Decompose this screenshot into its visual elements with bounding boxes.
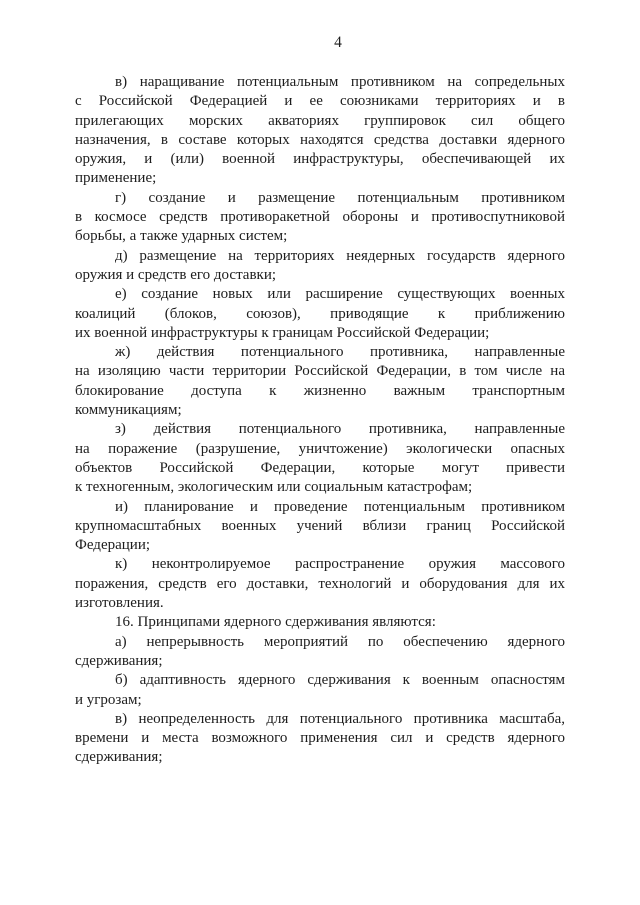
text-line: назначения, в составе которых находятся средства доставки ядерного [75,131,565,148]
text-line: коммуникациям; [75,402,182,419]
text-line: на изоляцию части территории Российской Федерации, в том числе на [75,363,565,380]
text-line: оружия и средств его доставки; [75,266,277,283]
text-line: крупномасштабных военных учений вблизи границ Российской [75,517,565,534]
paragraph [75,343,565,420]
text-line: а) непрерывность мероприятий по обеспечению ядерного [115,633,565,650]
text-line: и) планирование и проведение потенциальным противником [115,498,565,515]
text-line: к) неконтролируемое распространение оружия массового [115,556,565,573]
text-line: з) действия потенциального противника, направленные [115,421,565,438]
text-line: е) создание новых или расширение существующих военных [115,286,565,303]
text-line: их военной инфраструктуры к границам Российской Федерации; [75,324,490,341]
text-line: борьбы, а также ударных систем; [75,228,288,245]
paragraph [75,247,565,286]
text-line: и угрозам; [75,691,142,708]
text-line: изготовления. [75,595,164,612]
paragraph [75,189,565,247]
document-body [75,73,565,768]
text-line: в) неопределенность для потенциального противника масштаба, [115,710,565,727]
paragraph [75,671,565,710]
text-line: на поражение (разрушение, уничтожение) экологически опасных [75,440,565,457]
text-line: 16. Принципами ядерного сдерживания являются: [115,614,436,631]
text-line: коалиций (блоков, союзов), приводящие к приближению [75,305,565,322]
text-line: к техногенным, экологическим или социальным катастрофам; [75,479,473,496]
text-line: сдерживания; [75,652,163,669]
paragraph [75,633,565,672]
text-line: применение; [75,170,157,187]
text-line: Федерации; [75,537,151,554]
text-line: поражения, средств его доставки, технологий и оборудования для их [75,575,565,592]
text-line: ж) действия потенциального противника, направленные [115,344,565,361]
text-line: в космосе средств противоракетной обороны и противоспутниковой [75,209,565,226]
text-line: с Российской Федерацией и ее союзниками территориях и в [75,93,565,110]
text-line: объектов Российской Федерации, которые могут привести [75,459,565,476]
text-line: оружия, и (или) военной инфраструктуры, обеспечивающей их [75,151,565,168]
paragraph [75,420,565,497]
paragraph [75,710,565,768]
text-line: б) адаптивность ядерного сдерживания к военным опасностям [115,672,565,689]
text-line: прилегающих морских акваториях группировок сил общего [75,112,565,129]
paragraph [75,555,565,613]
paragraph [75,613,565,632]
text-line: в) наращивание потенциальным противником на сопредельных [115,74,565,90]
paragraph [75,498,565,556]
text-line: г) создание и размещение потенциальным противником [115,189,565,206]
paragraph [75,285,565,343]
text-line: времени и места возможного применения сил и средств ядерного [75,730,565,747]
text-line: блокирование доступа к жизненно важным транспортным [75,382,565,399]
page-number: 4 [334,34,342,51]
text-line: сдерживания; [75,749,163,766]
text-line: д) размещение на территориях неядерных государств ядерного [115,247,565,264]
paragraph [75,73,565,189]
